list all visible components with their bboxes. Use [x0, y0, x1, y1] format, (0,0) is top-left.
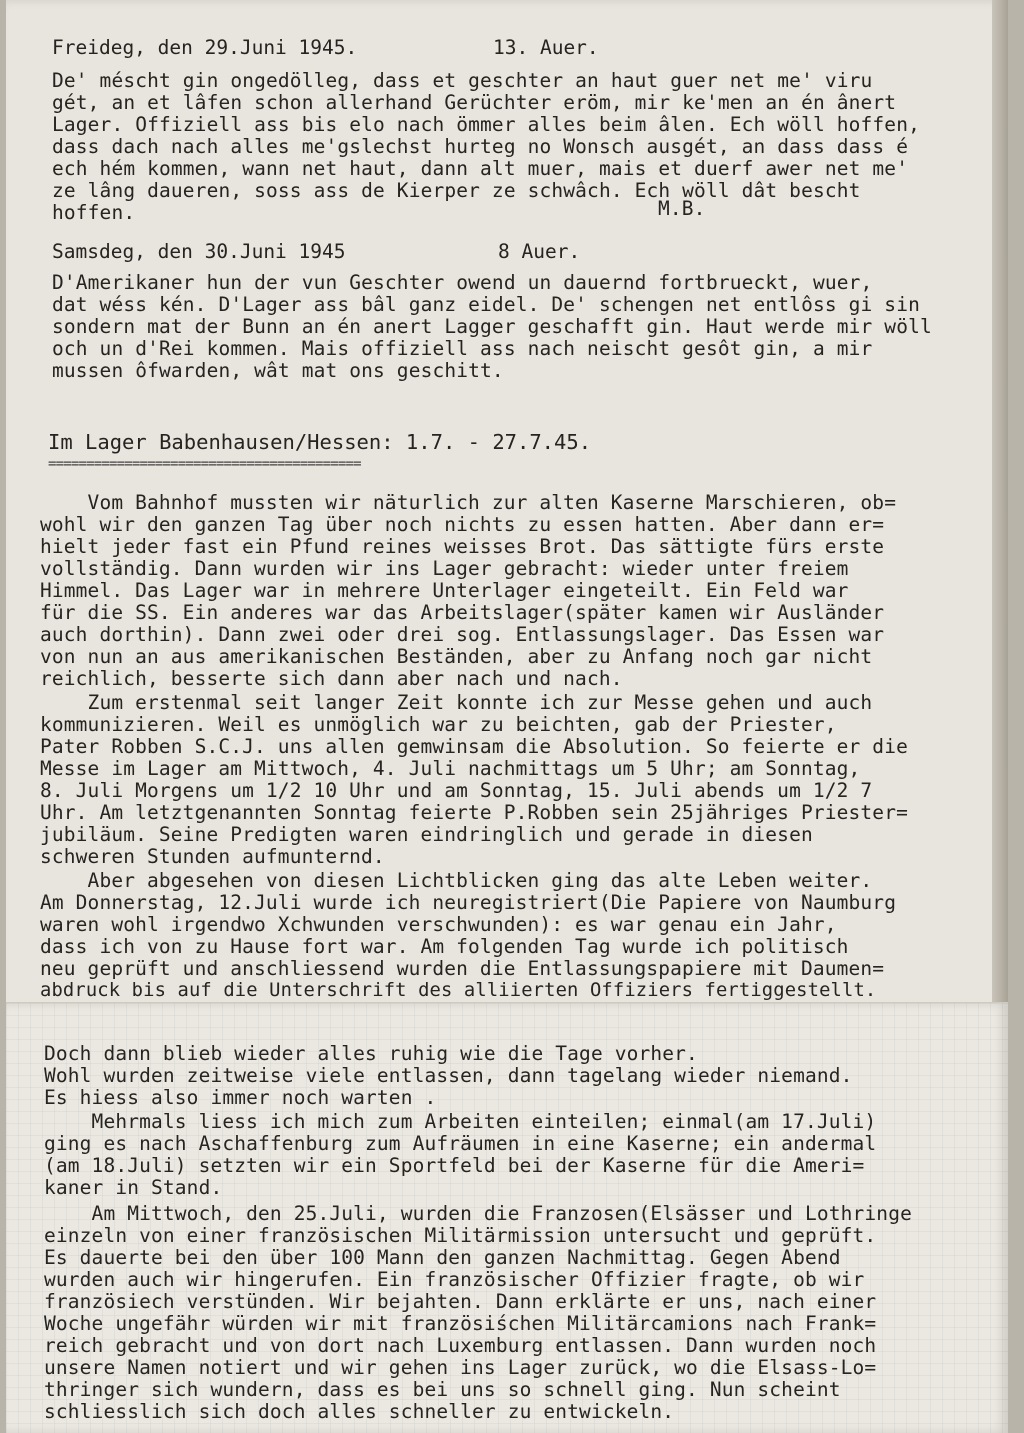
continuation-line: wurden auch wir hingerufen. Ein französischer Offizier fragte, ob wir	[44, 1268, 865, 1291]
continuation-line: reich gebracht und von dort nach Luxemburg entlassen. Dann wurden noch	[44, 1334, 877, 1357]
body-line: 8. Juli Morgens um 1/2 10 Uhr und am Sonntag, 15. Juli abends um 1/2 7	[40, 779, 873, 802]
continuation-line: Es dauerte bei den über 100 Mann den ganzen Nachmittag. Gegen Abend	[44, 1246, 841, 1269]
continuation-line: Am Mittwoch, den 25.Juli, wurden die Franzosen(Elsässer und Lothringe	[44, 1202, 912, 1225]
body-line: jubiläum. Seine Predigten waren eindringlich und gerade in diesen	[40, 823, 813, 846]
entry-1-line: hoffen.	[52, 201, 136, 224]
entry-1-line: dass dach nach alles me'gslechst hurteg no Wonsch ausgét, an dass dass é	[52, 135, 909, 158]
body-line: von nun an aus amerikanischen Beständen, aber zu Anfang noch gar nicht	[40, 645, 873, 668]
continuation-line: kaner in Stand.	[44, 1176, 223, 1199]
continuation-line: unsere Namen notiert und wir gehen ins Lager zurück, wo die Elsass-Lo=	[44, 1356, 877, 1379]
body-line: für die SS. Ein anderes war das Arbeitslager(später kamen wir Ausländer	[40, 601, 885, 624]
continuation-line: einzeln von einer französischen Militärmission untersucht und geprüft.	[44, 1224, 877, 1247]
entry-2-date: Samsdeg, den 30.Juni 1945	[52, 240, 346, 263]
continuation-line: (am 18.Juli) setzten wir ein Sportfeld bei der Kaserne für die Ameri=	[44, 1154, 865, 1177]
body-line: wohl wir den ganzen Tag über noch nichts zu essen hatten. Aber dann er=	[40, 513, 885, 536]
body-line: schweren Stunden aufmunternd.	[40, 845, 385, 868]
entry-1-signature: M.B.	[658, 197, 706, 220]
continuation-line: Wohl wurden zeitweise viele entlassen, dann tagelang wieder niemand.	[44, 1064, 853, 1087]
entry-1-line: ze lâng daueren, soss ass de Kierper ze schwâch. Ech wöll dât bescht	[52, 179, 861, 202]
continuation-line: ging es nach Aschaffenburg zum Aufräumen in eine Kaserne; ein andermal	[44, 1132, 877, 1155]
body-line: Vom Bahnhof mussten wir näturlich zur alten Kaserne Marschieren, ob=	[40, 491, 897, 514]
continuation-line: Doch dann blieb wieder alles ruhig wie die Tage vorher.	[44, 1042, 698, 1065]
body-line: hielt jeder fast ein Pfund reines weisses Brot. Das sättigte fürs erste	[40, 535, 885, 558]
entry-1-hours: 13. Auer.	[493, 36, 599, 59]
entry-1-line: gét, an et lâfen schon allerhand Gerüchter eröm, mir ke'men an én ânert	[52, 91, 897, 114]
entry-2-line: och un d'Rei kommen. Mais offiziell ass nach neischt gesôt gin, a mir	[52, 337, 873, 360]
body-line: dass ich von zu Hause fort war. Am folgenden Tag wurde ich politisch	[40, 935, 849, 958]
section-heading: Im Lager Babenhausen/Hessen: 1.7. - 27.7.45.	[48, 430, 592, 454]
continuation-line: schliesslich sich doch alles schneller zu entwickeln.	[44, 1400, 675, 1423]
entry-1-line: Lager. Offiziell ass bis elo nach ömmer alles beim âlen. Ech wöll hoffen,	[52, 113, 920, 136]
continuation-line: Woche ungefähr würden wir mit französiśchen Militärcamions nach Frank=	[44, 1312, 877, 1335]
section-underline: =========================================	[48, 456, 361, 472]
entry-1-line: De' méscht gin ongedölleg, dass et geschter an haut guer net me' viru	[52, 69, 873, 92]
entry-2-line: dat wéss kén. D'Lager ass bâl ganz eidel. De' schengen net entlôss gi sin	[52, 293, 920, 316]
body-line: Aber abgesehen von diesen Lichtblicken ging das alte Leben weiter.	[40, 869, 873, 892]
body-line: Himmel. Das Lager war in mehrere Unterlager eingeteilt. Ein Feld war	[40, 579, 849, 602]
continuation-line: Es hiess also immer noch warten .	[44, 1086, 437, 1109]
body-line: Am Donnerstag, 12.Juli wurde ich neuregistriert(Die Papiere von Naumburg	[40, 891, 897, 914]
body-line: Zum erstenmal seit langer Zeit konnte ich zur Messe gehen und auch	[40, 691, 873, 714]
entry-2-line: D'Amerikaner hun der vun Geschter owend un dauernd fortbrueckt, wuer,	[52, 271, 873, 294]
body-line: abdruck bis auf die Unterschrift des alliierten Offiziers fertiggestellt.	[40, 980, 877, 1001]
body-line: Messe im Lager am Mittwoch, 4. Juli nachmittags um 5 Uhr; am Sonntag,	[40, 757, 861, 780]
entry-1-line: ech hém kommen, wann net haut, dann alt muer, mais et duerf awer net me'	[52, 157, 909, 180]
body-line: kommunizieren. Weil es unmöglich war zu beichten, gab der Priester,	[40, 713, 837, 736]
body-line: auch dorthin). Dann zwei oder drei sog. Entlassungslager. Das Essen war	[40, 623, 885, 646]
continuation-line: thringer sich wundern, dass es bei uns so schnell ging. Nun scheint	[44, 1378, 841, 1401]
body-line: vollständig. Dann wurden wir ins Lager gebracht: wieder unter freiem	[40, 557, 849, 580]
continuation-line: Mehrmals liess ich mich zum Arbeiten einteilen; einmal(am 17.Juli)	[44, 1110, 877, 1133]
body-line: Uhr. Am letztgenannten Sonntag feierte P.Robben sein 25jähriges Priester=	[40, 801, 908, 824]
entry-2-line: mussen ôfwarden, wât mat ons geschitt.	[52, 359, 504, 382]
entry-2-line: sondern mat der Bunn an én anert Lagger geschafft gin. Haut werde mir wöll	[52, 315, 932, 338]
body-line: reichlich, besserte sich dann aber nach und nach.	[40, 667, 623, 690]
body-line: neu geprüft und anschliessend wurden die Entlassungspapiere mit Daumen=	[40, 957, 885, 980]
pasted-continuation-sheet	[6, 1002, 1008, 1433]
body-line: Pater Robben S.C.J. uns allen gemwinsam die Absolution. So feierte er die	[40, 735, 908, 758]
continuation-line: französiech verstünden. Wir bejahten. Dann erklärte er uns, nach einer	[44, 1290, 877, 1313]
entry-2-hours: 8 Auer.	[498, 240, 581, 263]
body-line: waren wohl irgendwo Xchwunden verschwunden): es war genau ein Jahr,	[40, 913, 837, 936]
entry-1-date: Freideg, den 29.Juni 1945.	[52, 36, 358, 59]
